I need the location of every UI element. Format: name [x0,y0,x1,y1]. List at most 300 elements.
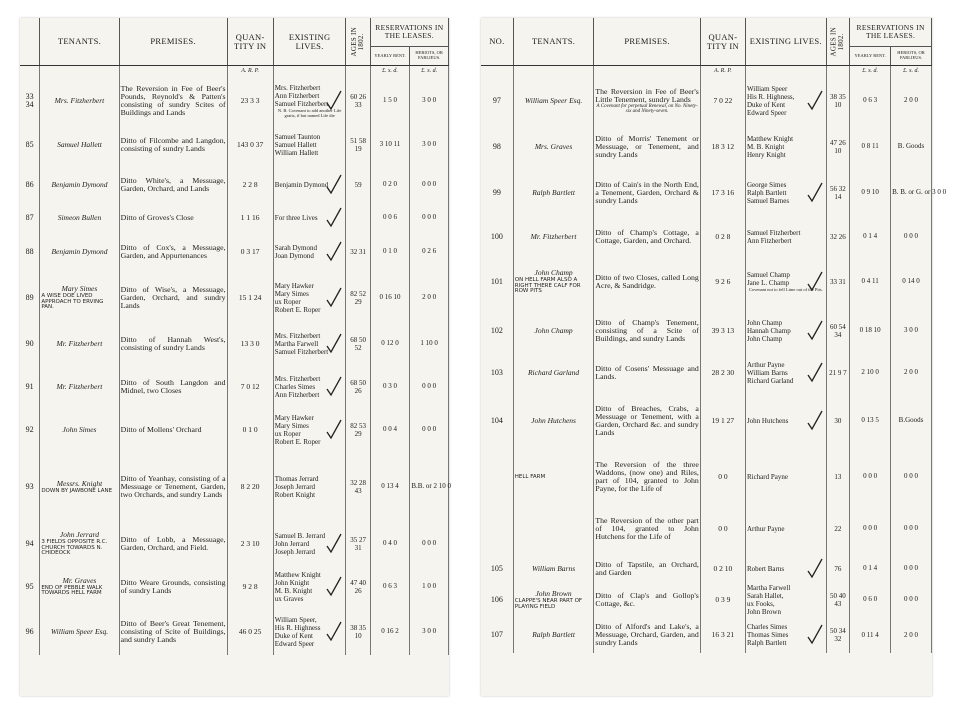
tenant-name: John Hutchens [531,416,576,426]
row-number: 90 [20,323,40,365]
yearly-rent-cell: 0 0 0 [850,451,891,503]
premises-cell [594,583,700,617]
table-row [481,307,932,355]
heriot-cell: 0 0 0 [410,165,449,205]
lives-cell [273,165,346,205]
tenant-name: Mary Simes [61,283,98,293]
premises-text: The Reversion of the three Waddons, (now one) and Riles, part of 104, granted to John Payne, for the Life of [595,459,699,494]
table-row [20,273,449,323]
quantity-cell: 9 2 8 [227,565,273,609]
row-number: 107 [481,617,513,653]
ages-cell: 82 53 29 [346,409,370,451]
premises-text: The Reversion in Fee of Beer's Pounds, Reynold's & Patten's consisting of sundry Scites of Buildings and Lands [120,83,226,118]
life-name: Hannah Champ [746,326,791,335]
tenant-cell [513,257,594,307]
life-name: M. B. Knight [746,142,785,151]
quantity-cell: 18 3 12 [700,125,745,169]
life-name: George Simes [746,180,787,189]
quantity-cell: 28 2 30 [700,355,745,391]
col-heriots-header: HERIOTS, OR FARLIEUS. [891,47,932,66]
ages-cell: 13 [826,451,850,503]
row-number: 88 [20,231,40,273]
heriot-units: £. s. d. [891,66,932,78]
tenant-name: Mrs. Fitzherbert [54,96,105,106]
tenant-name: Mr. Fitzherbert [56,382,103,392]
premises-text: Ditto of Hannah West's, consisting of sundry Lands [120,334,226,352]
ages-cell: 68 50 52 [346,323,370,365]
quantity-cell: 0 1 0 [227,409,273,451]
yearly-rent-cell: 0 12 0 [370,323,410,365]
table-row [481,125,932,169]
col-premises-header: PREMISES. [594,18,700,66]
life-name: William Barns [746,368,788,377]
life-name: Thomas Jerrard [274,474,319,483]
yearly-rent-cell: 0 1 0 [370,231,410,273]
qty-units: A. R. P. [700,66,745,78]
tenant-name: Benjamin Dymond [51,180,108,190]
heriot-cell: 2 0 0 [891,77,932,125]
life-name: Henry Knight [746,151,786,160]
tenant-cell [40,365,119,409]
heriot-cell: B. B. or G. or 3 0 0 [891,169,932,217]
tenant-cell [40,77,119,125]
life-name: Samuel Fitzherbert [274,99,329,108]
life-name: Duke of Kent [746,101,786,109]
premises-cell [594,77,700,125]
tenant-name: John Champ [534,267,573,277]
life-name: Ann Fitzherbert [274,91,320,100]
handwritten-note: END OF PEBBLE WALK TOWARDS HELL FARM [41,584,103,597]
premises-text: Ditto of two Closes, called Long Acre, & Sandridge. [595,272,699,290]
ages-cell: 68 50 26 [346,365,370,409]
life-name: Martha Farwell [274,339,319,348]
life-name: John Jerrard [274,539,310,548]
tenant-name: John Jerrard [59,529,99,539]
life-name: For three Lives [274,213,318,222]
heriot-cell: B.B. or 2 10 0 [410,451,449,523]
heriot-cell: 0 0 0 [891,451,932,503]
heriot-units: £. s. d. [410,66,449,78]
premises-text: Ditto of Beer's Great Tenement, consisting of Scite of Buildings, and sundry Lands [120,618,226,645]
life-name: Arthur Payne [746,360,785,369]
quantity-cell: 143 0 37 [227,125,273,165]
life-name: William Speer, [274,615,317,624]
lives-cell [745,125,826,169]
premises-cell [119,523,227,565]
tenant-cell [513,583,594,617]
lives-cell [273,365,346,409]
yearly-rent-cell: 0 9 10 [850,169,891,217]
heriot-cell: 0 0 0 [410,409,449,451]
life-name: Duke of Kent [274,632,313,640]
lives-cell [273,609,346,655]
col-no-header [20,18,40,66]
life-name: Richard Garland [746,377,794,386]
life-name: Edward Speer [274,640,315,649]
life-name: Ralph Bartlett [746,188,787,197]
lives-cell [745,583,826,617]
tenant-name: John Champ [534,326,573,336]
premises-text: Ditto of Morris' Tenement or Messuage, or Tenement, and sundry Lands [595,133,699,160]
heriot-cell: 2 0 0 [410,273,449,323]
premises-cell [119,273,227,323]
tenant-name: Mrs. Graves [534,142,573,152]
premises-text: Ditto of Breaches, Crabs, a Messuage or Tenement, with a Garden, Orchard &c. and sundry Lands [595,403,699,438]
row-number: 102 [481,307,513,355]
quantity-cell: 7 0 12 [227,365,273,409]
yearly-rent-cell: 0 13 5 [850,391,891,451]
heriot-cell: 1 0 0 [410,565,449,609]
heriot-cell: 0 0 0 [410,365,449,409]
life-name: Samuel Barnes [746,197,790,206]
lives-cell [273,273,346,323]
tenant-cell [513,451,594,503]
premises-text: Ditto of Cox's, a Messuage, Garden, and Appurtenances [120,242,226,260]
quantity-cell: 7 0 22 [700,77,745,125]
row-number: 89 [20,273,40,323]
table-row [20,451,449,523]
heriot-cell: 3 0 0 [410,77,449,125]
row-number: 92 [20,409,40,451]
lives-cell [745,555,826,583]
premises-text: Ditto of Yeanhay, consisting of a Messuage or Tenement, Garden, two Orchards, and sundry Lands [120,473,226,500]
life-name: Benjamin Dymond [274,180,329,189]
row-number: 86 [20,165,40,205]
premises-text: Ditto of Groves's Close [120,212,194,222]
life-name: M. B. Knight [274,587,313,595]
life-name: Robert E. Roper [274,438,321,447]
yearly-rent-cell: 0 16 2 [370,609,410,655]
table-row [20,565,449,609]
col-tenants-header: TENANTS. [40,18,119,66]
row-number: 85 [20,125,40,165]
premises-text: The Reversion in Fee of Beer's Little Tenement, sundry Lands [595,86,699,104]
ages-cell: 50 34 32 [826,617,850,653]
row-number: 94 [20,523,40,565]
ages-cell: 51 58 19 [346,125,370,165]
lives-cell [745,77,826,125]
ages-cell: 32 31 [346,231,370,273]
yearly-rent-cell: 0 11 4 [850,617,891,653]
ages-cell: 35 27 31 [346,523,370,565]
col-rent-header: YEARLY RENT. [370,47,410,66]
lives-cell [745,257,826,307]
tenant-name: Richard Garland [527,368,580,378]
table-row [20,523,449,565]
lives-cell [273,205,346,231]
tenant-cell [513,617,594,653]
premises-cell [594,257,700,307]
table-row [481,583,932,617]
yearly-rent-cell: 0 13 4 [370,451,410,523]
life-name: ux Roper [274,430,301,438]
tenant-cell [40,609,119,655]
life-name: Jane L. Champ [746,279,790,288]
premises-cell [594,503,700,555]
life-name: Samuel Fitzherbert [746,228,801,237]
premises-cell [119,125,227,165]
handwritten-note: A WISE DOE LIVED APPROACH TO ERVING PAN. [41,292,104,311]
quantity-cell: 2 3 10 [227,523,273,565]
left-ledger-body [20,66,452,656]
life-name: Samuel Taunton [274,132,321,141]
table-row [20,165,449,205]
premises-cell [594,169,700,217]
heriot-cell: 0 0 0 [891,583,932,617]
premises-cell [594,355,700,391]
heriot-cell: 0 14 0 [891,257,932,307]
premises-text: Ditto of Tapstile, an Orchard, and Garden [595,559,699,577]
life-name: Matthew Knight [746,134,794,143]
tenant-cell [513,125,594,169]
tenant-cell [513,217,594,257]
heriot-cell: 0 0 0 [891,555,932,583]
tenant-name: John Brown [535,588,572,598]
heriot-cell: 3 0 0 [410,125,449,165]
ages-cell: 32 28 43 [346,451,370,523]
heriot-cell: 2 0 0 [891,355,932,391]
tenant-cell [40,165,119,205]
quantity-cell: 23 3 3 [227,77,273,125]
life-name: Matthew Knight [274,570,321,579]
premises-text: Ditto of South Langdon and Midnel, two Closes [120,377,226,395]
col-quantity-header: QUAN-TITY IN [227,18,273,66]
premises-text: Ditto Weare Grounds, consisting of sundry Lands [120,577,226,595]
row-number: 93 [20,451,40,523]
row-number: 96 [20,609,40,655]
life-name: Ann Fitzherbert [746,237,792,245]
tenant-name: John Simes [62,425,97,435]
life-name: ux Graves [274,595,304,604]
lives-cell [273,523,346,565]
premises-cell [119,165,227,205]
lives-cell [745,391,826,451]
yearly-rent-cell: 3 10 11 [370,125,410,165]
row-number: 100 [481,217,513,257]
premises-covenant: A Covenant for perpetual Renewal, on No. Ninety-six and Ninety-seven. [596,103,698,115]
quantity-cell: 16 3 21 [700,617,745,653]
right-ledger-table [481,18,947,653]
yearly-rent-cell: 0 3 0 [370,365,410,409]
ages-cell: 47 40 26 [346,565,370,609]
table-row [481,503,932,555]
life-name: Richard Payne [746,472,788,481]
col-no-header: NO. [481,18,513,66]
lives-cell [745,355,826,391]
heriot-cell: 1 10 0 [410,323,449,365]
yearly-rent-cell: 0 6 0 [850,583,891,617]
premises-cell [594,451,700,503]
ages-cell: 21 9 7 [826,355,850,391]
life-name: John Knight [274,578,310,587]
lives-covenant: Covenant not to fell Lime out of the Pits. [748,287,823,293]
row-number: 105 [481,555,513,583]
table-row [481,217,932,257]
yearly-rent-cell: 0 0 4 [370,409,410,451]
quantity-cell: 2 2 8 [227,165,273,205]
life-name: Sarah Hallet, [746,592,784,601]
left-ledger-table [20,18,452,655]
heriot-cell: 3 0 0 [891,307,932,355]
tenant-cell [513,77,594,125]
tenant-name: Mr. Fitzherbert [530,232,577,242]
ages-cell: 59 [346,165,370,205]
quantity-cell: 13 3 0 [227,323,273,365]
lives-cell [745,617,826,653]
quantity-cell: 1 1 16 [227,205,273,231]
premises-cell [119,609,227,655]
premises-cell [119,205,227,231]
handwritten-note: DOWN BY JAWBONE LANE [41,487,113,494]
life-name: Thomas Simes [746,631,789,640]
handwritten-note: 3 FIELDS OPPOSITE R.C. CHURCH TOWARDS N. CHIDEOCK [41,538,108,557]
life-name: Charles Simes [746,623,788,632]
heriot-cell: 3 0 0 [410,609,449,655]
lives-cell [745,451,826,503]
handwritten-note: ON HELL FARM ALSO A RIGHT THERE CALF FOR ROW PITS [514,276,581,295]
ages-cell: 32 26 [826,217,850,257]
row-number [481,503,513,555]
lives-cell [273,409,346,451]
row-number: 95 [20,565,40,609]
tenant-cell [40,409,119,451]
yearly-rent-cell: 0 8 11 [850,125,891,169]
life-name: Mrs. Fitzherbert [274,83,321,92]
col-quantity-header: QUAN-TITY IN [700,18,745,66]
tenant-name: Simeon Bullen [57,213,102,223]
tenant-cell [40,523,119,565]
life-name: Ann Fitzherbert [274,391,320,400]
yearly-rent-cell: 0 4 11 [850,257,891,307]
tenant-name: Samuel Hallett [57,140,102,150]
yearly-rent-cell: 0 18 10 [850,307,891,355]
life-name: Mary Simes [274,421,309,430]
quantity-cell: 39 3 13 [700,307,745,355]
ages-cell: 38 35 10 [826,77,850,125]
rent-units: £. s. d. [850,66,891,78]
ages-cell [346,205,370,231]
col-reservations-header: RESERVATIONS IN THE LEASES. [850,18,932,47]
heriot-cell: 0 0 0 [891,217,932,257]
heriot-cell: B.Goods [891,391,932,451]
tenant-cell [40,231,119,273]
ages-cell: 56 32 14 [826,169,850,217]
ages-cell: 60 26 33 [346,77,370,125]
left-ledger-page [20,18,452,696]
tenant-cell [40,323,119,365]
ages-cell: 33 31 [826,257,850,307]
ages-cell: 82 52 29 [346,273,370,323]
life-name: Arthur Payne [746,524,785,533]
life-name: Edward Speer [746,109,787,118]
tenant-cell [513,503,594,555]
heriot-cell: 0 2 6 [410,231,449,273]
tenant-cell [513,307,594,355]
tenant-name: William Speer Esq. [50,627,109,637]
life-name: Martha Farwell [746,584,791,592]
premises-cell [119,323,227,365]
life-name: Mrs. Fitzherbert [274,374,321,383]
premises-cell [119,451,227,523]
life-name: Mary Hawker [274,413,314,422]
rent-units: £. s. d. [370,66,410,78]
lives-cell [745,503,826,555]
heriot-cell: B. Goods [891,125,932,169]
quantity-cell: 0 2 8 [700,217,745,257]
lives-cell [273,323,346,365]
table-row [20,323,449,365]
ages-cell: 38 35 10 [346,609,370,655]
row-number: 104 [481,391,513,451]
yearly-rent-cell: 0 16 10 [370,273,410,323]
premises-text: Ditto of Mollens' Orchard [120,424,202,434]
premises-cell [594,391,700,451]
row-number: 106 [481,583,513,617]
yearly-rent-cell: 0 1 4 [850,217,891,257]
premises-cell [594,125,700,169]
premises-text: Ditto of Filcombe and Langdon, consisting of sundry Lands [120,135,226,153]
row-number: 103 [481,355,513,391]
table-row [20,365,449,409]
row-number: 33 34 [20,77,40,125]
tenant-name: Mr. Fitzherbert [56,339,103,349]
yearly-rent-cell: 0 0 0 [850,503,891,555]
table-row [481,451,932,503]
tenant-cell [513,169,594,217]
col-lives-header: EXISTING LIVES. [745,18,826,66]
life-name: Sarah Dymond [274,243,317,252]
life-name: Joseph Jerrard [274,482,316,491]
life-name: Robert Knight [274,491,316,500]
yearly-rent-cell: 0 6 3 [850,77,891,125]
col-tenants-header: TENANTS. [513,18,594,66]
col-rent-header: YEARLY RENT. [850,47,891,66]
quantity-cell: 0 3 17 [227,231,273,273]
life-name: Mary Hawker [274,281,314,290]
table-row [20,125,449,165]
yearly-rent-cell: 0 6 3 [370,565,410,609]
premises-cell [119,231,227,273]
life-name: His R. Highness [274,623,321,632]
table-row [20,77,449,125]
row-number: 91 [20,365,40,409]
table-row [481,617,932,653]
yearly-rent-cell: 0 0 6 [370,205,410,231]
tenant-cell [40,205,119,231]
lives-cell [745,307,826,355]
qty-units: A. R. P. [227,66,273,78]
ages-cell: 60 54 34 [826,307,850,355]
row-number: 87 [20,205,40,231]
premises-cell [594,555,700,583]
life-name: John Brown [746,608,781,617]
table-row [481,355,932,391]
col-lives-header: EXISTING LIVES. [273,18,346,66]
tenant-name: Mr. Graves [62,575,97,585]
tenant-cell [513,555,594,583]
tenant-cell [513,355,594,391]
life-name: Mary Simes [274,289,309,298]
life-name: William Speer [746,84,788,93]
table-row [20,205,449,231]
quantity-cell: 46 0 25 [227,609,273,655]
quantity-cell: 17 3 16 [700,169,745,217]
premises-cell [594,217,700,257]
quantity-cell: 8 2 20 [227,451,273,523]
lives-cell [273,231,346,273]
ages-cell: 76 [826,555,850,583]
tenant-cell [40,125,119,165]
